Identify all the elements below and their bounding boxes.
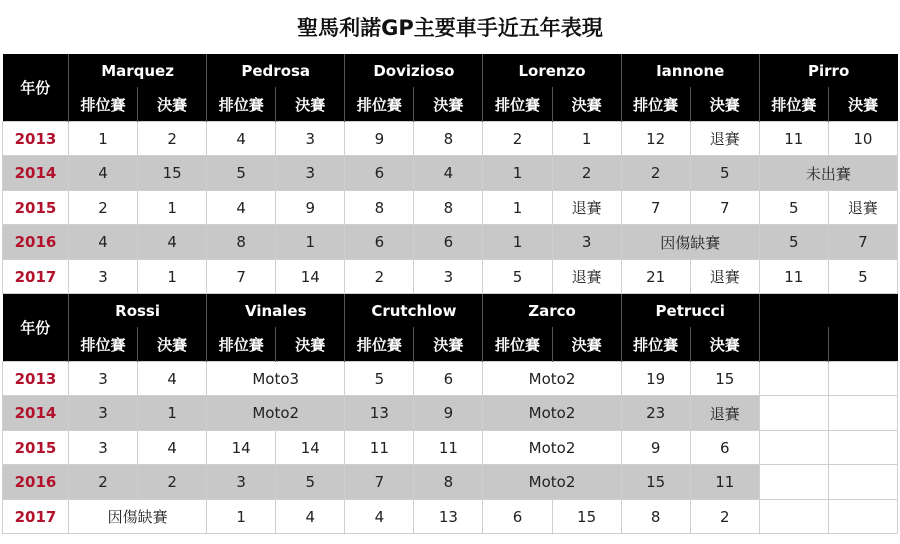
result-cell: 6 — [414, 225, 483, 260]
year-header: 年份 — [3, 54, 69, 122]
rider-name: Pirro — [759, 54, 897, 87]
result-cell: 1 — [276, 225, 345, 260]
result-cell: 9 — [276, 191, 345, 225]
result-cell: 10 — [828, 122, 897, 156]
result-cell: 4 — [138, 225, 207, 260]
empty-cell — [759, 396, 828, 431]
result-cell: 7 — [690, 191, 759, 225]
result-cell: 11 — [759, 122, 828, 156]
result-cell: Moto2 — [483, 362, 621, 396]
result-cell: 9 — [414, 396, 483, 431]
rider-name: Marquez — [69, 54, 207, 87]
result-cell: 3 — [69, 362, 138, 396]
table-row — [3, 191, 898, 225]
result-cell: 15 — [690, 362, 759, 396]
result-cell: 2 — [552, 156, 621, 191]
table-row — [3, 260, 898, 294]
result-cell: 2 — [138, 465, 207, 500]
race-header: 決賽 — [552, 87, 621, 122]
rider-name-empty — [759, 294, 897, 328]
result-cell: 5 — [759, 191, 828, 225]
rider-name: Lorenzo — [483, 54, 621, 87]
result-cell: 19 — [621, 362, 690, 396]
table-row — [3, 225, 898, 260]
rider-name: Crutchlow — [345, 294, 483, 328]
result-cell: 退賽 — [552, 260, 621, 294]
empty-cell — [828, 431, 897, 465]
empty-cell — [828, 500, 897, 534]
result-cell: 3 — [276, 156, 345, 191]
result-cell: 11 — [759, 260, 828, 294]
empty-cell — [828, 465, 897, 500]
result-cell: 5 — [345, 362, 414, 396]
result-cell: 11 — [414, 431, 483, 465]
result-cell: 2 — [138, 122, 207, 156]
result-cell: 2 — [345, 260, 414, 294]
result-cell: Moto2 — [483, 431, 621, 465]
empty-cell — [759, 431, 828, 465]
result-cell: 4 — [414, 156, 483, 191]
race-header: 決賽 — [276, 87, 345, 122]
result-cell: 6 — [483, 500, 552, 534]
result-cell: Moto2 — [483, 465, 621, 500]
rider-name: Pedrosa — [207, 54, 345, 87]
result-cell: 4 — [138, 431, 207, 465]
result-cell: 3 — [69, 396, 138, 431]
result-cell: 1 — [138, 260, 207, 294]
result-cell: 8 — [414, 122, 483, 156]
result-cell: 5 — [207, 156, 276, 191]
result-cell: 14 — [276, 260, 345, 294]
result-cell: 1 — [138, 191, 207, 225]
qualifying-header: 排位賽 — [483, 327, 552, 362]
rider-name: Iannone — [621, 54, 759, 87]
table-row — [3, 396, 898, 431]
qualifying-header: 排位賽 — [207, 327, 276, 362]
table-row — [3, 500, 898, 534]
rider-results-table — [2, 54, 898, 534]
table-row — [3, 362, 898, 396]
empty-cell — [759, 465, 828, 500]
rider-name: Vinales — [207, 294, 345, 328]
result-cell: 8 — [621, 500, 690, 534]
result-cell: 11 — [690, 465, 759, 500]
result-cell: 6 — [414, 362, 483, 396]
result-cell: 5 — [690, 156, 759, 191]
result-cell: 7 — [207, 260, 276, 294]
race-header: 決賽 — [690, 327, 759, 362]
result-cell: 4 — [69, 156, 138, 191]
race-header: 決賽 — [138, 327, 207, 362]
table-row — [3, 156, 898, 191]
result-cell: 6 — [690, 431, 759, 465]
result-cell: 7 — [345, 465, 414, 500]
result-cell: 3 — [69, 260, 138, 294]
result-cell: 4 — [345, 500, 414, 534]
result-cell: 3 — [207, 465, 276, 500]
result-cell: 未出賽 — [759, 156, 897, 191]
qualifying-header: 排位賽 — [69, 87, 138, 122]
race-header: 決賽 — [828, 87, 897, 122]
empty-cell — [828, 362, 897, 396]
result-cell: 12 — [621, 122, 690, 156]
result-cell: 因傷缺賽 — [69, 500, 207, 534]
empty-cell — [759, 362, 828, 396]
result-cell: 9 — [345, 122, 414, 156]
year-cell: 2016 — [3, 465, 69, 500]
qualifying-header: 排位賽 — [345, 87, 414, 122]
result-cell: 13 — [345, 396, 414, 431]
race-header: 決賽 — [552, 327, 621, 362]
empty-header — [828, 327, 897, 362]
year-cell: 2013 — [3, 122, 69, 156]
result-cell: 退賽 — [690, 260, 759, 294]
result-cell: 2 — [621, 156, 690, 191]
rider-name: Dovizioso — [345, 54, 483, 87]
table-row — [3, 431, 898, 465]
result-cell: 8 — [414, 191, 483, 225]
result-cell: Moto2 — [207, 396, 345, 431]
qualifying-header: 排位賽 — [69, 327, 138, 362]
year-cell: 2014 — [3, 396, 69, 431]
year-header: 年份 — [3, 294, 69, 362]
result-cell: 退賽 — [690, 396, 759, 431]
empty-header — [759, 327, 828, 362]
result-cell: 15 — [621, 465, 690, 500]
race-header: 決賽 — [138, 87, 207, 122]
year-cell: 2013 — [3, 362, 69, 396]
result-cell: 4 — [207, 122, 276, 156]
rider-name: Petrucci — [621, 294, 759, 328]
result-cell: 7 — [621, 191, 690, 225]
result-cell: 15 — [552, 500, 621, 534]
result-cell: 8 — [414, 465, 483, 500]
race-header: 決賽 — [690, 87, 759, 122]
result-cell: 5 — [759, 225, 828, 260]
result-cell: 1 — [483, 156, 552, 191]
result-cell: 1 — [483, 225, 552, 260]
table-row — [3, 465, 898, 500]
qualifying-header: 排位賽 — [621, 87, 690, 122]
result-cell: 6 — [345, 225, 414, 260]
qualifying-header: 排位賽 — [621, 327, 690, 362]
year-cell: 2017 — [3, 260, 69, 294]
result-cell: 1 — [138, 396, 207, 431]
result-cell: 4 — [276, 500, 345, 534]
result-cell: 因傷缺賽 — [621, 225, 759, 260]
result-cell: 5 — [828, 260, 897, 294]
result-cell: 8 — [345, 191, 414, 225]
result-cell: 5 — [276, 465, 345, 500]
result-cell: 3 — [414, 260, 483, 294]
result-cell: 11 — [345, 431, 414, 465]
race-header: 決賽 — [414, 87, 483, 122]
result-cell: 退賽 — [828, 191, 897, 225]
year-cell: 2014 — [3, 156, 69, 191]
result-cell: 6 — [345, 156, 414, 191]
table-title: 聖馬利諾GP主要車手近五年表現 — [297, 16, 603, 40]
result-cell: 1 — [552, 122, 621, 156]
result-cell: 9 — [621, 431, 690, 465]
result-cell: 14 — [276, 431, 345, 465]
rider-name: Rossi — [69, 294, 207, 328]
qualifying-header: 排位賽 — [483, 87, 552, 122]
result-cell: 8 — [207, 225, 276, 260]
result-cell: 13 — [414, 500, 483, 534]
result-cell: 15 — [138, 156, 207, 191]
result-cell: 2 — [69, 191, 138, 225]
result-cell: 4 — [69, 225, 138, 260]
result-cell: 1 — [69, 122, 138, 156]
result-cell: 3 — [552, 225, 621, 260]
result-cell: 1 — [483, 191, 552, 225]
result-cell: 5 — [483, 260, 552, 294]
result-cell: 14 — [207, 431, 276, 465]
result-cell: 1 — [207, 500, 276, 534]
result-cell: 退賽 — [552, 191, 621, 225]
result-cell: 退賽 — [690, 122, 759, 156]
result-cell: 21 — [621, 260, 690, 294]
empty-cell — [828, 396, 897, 431]
race-header: 決賽 — [276, 327, 345, 362]
result-cell: Moto2 — [483, 396, 621, 431]
empty-cell — [759, 500, 828, 534]
year-cell: 2017 — [3, 500, 69, 534]
result-cell: 3 — [276, 122, 345, 156]
table-row — [3, 122, 898, 156]
result-cell: 23 — [621, 396, 690, 431]
result-cell: 7 — [828, 225, 897, 260]
result-cell: 2 — [483, 122, 552, 156]
qualifying-header: 排位賽 — [345, 327, 414, 362]
result-cell: 2 — [69, 465, 138, 500]
result-cell: 3 — [69, 431, 138, 465]
result-cell: 2 — [690, 500, 759, 534]
result-cell: 4 — [207, 191, 276, 225]
rider-name: Zarco — [483, 294, 621, 328]
qualifying-header: 排位賽 — [759, 87, 828, 122]
year-cell: 2015 — [3, 431, 69, 465]
race-header: 決賽 — [414, 327, 483, 362]
result-cell: 4 — [138, 362, 207, 396]
qualifying-header: 排位賽 — [207, 87, 276, 122]
result-cell: Moto3 — [207, 362, 345, 396]
year-cell: 2015 — [3, 191, 69, 225]
year-cell: 2016 — [3, 225, 69, 260]
